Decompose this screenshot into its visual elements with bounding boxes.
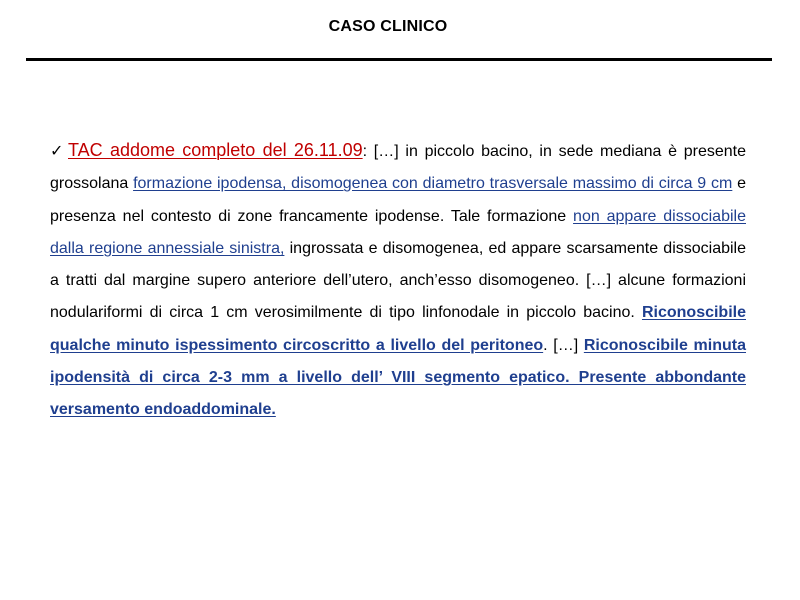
report-text-3: ingrossata e disomogenea, ed appare scarsamente dissociabile a tratti dal margine supero anteriore dell’utero, anch’esso disomogeneo. […] alcune formazioni nodulariformi di circa 1 cm verosimilmente di tipo linfonodale in piccolo bacino. — [50, 239, 746, 322]
slide-title: CASO CLINICO — [328, 18, 448, 35]
checkmark-icon: ✓ — [50, 143, 64, 160]
highlight-adnexal: non appare dissociabile dalla regione annessiale sinistra, — [50, 207, 746, 257]
title-divider — [26, 58, 772, 61]
highlight-formation: formazione ipodensa, disomogenea con diametro trasversale massimo di circa 9 cm — [133, 175, 733, 193]
highlight-peritoneum: Riconoscibile qualche minuto ispessimento circoscritto a livello del peritoneo — [50, 304, 746, 354]
exam-title-colon: : — [362, 143, 368, 160]
report-text-2: e presenza nel contesto di zone francamente ipodense. Tale formazione — [50, 175, 747, 225]
report-text-1: […] in piccolo bacino, in sede mediana è presente grossolana — [50, 143, 747, 193]
highlight-liver-ascites: Riconoscibile minuta ipodensità di circa 2-3 mm a livello dell’ VIII segmento epatico. Presente abbondante versamento endoaddominale. — [50, 336, 746, 419]
exam-title: TAC addome completo del 26.11.09 — [68, 140, 363, 160]
report-text-4: . […] — [543, 336, 584, 354]
clinical-report-paragraph — [50, 134, 746, 427]
